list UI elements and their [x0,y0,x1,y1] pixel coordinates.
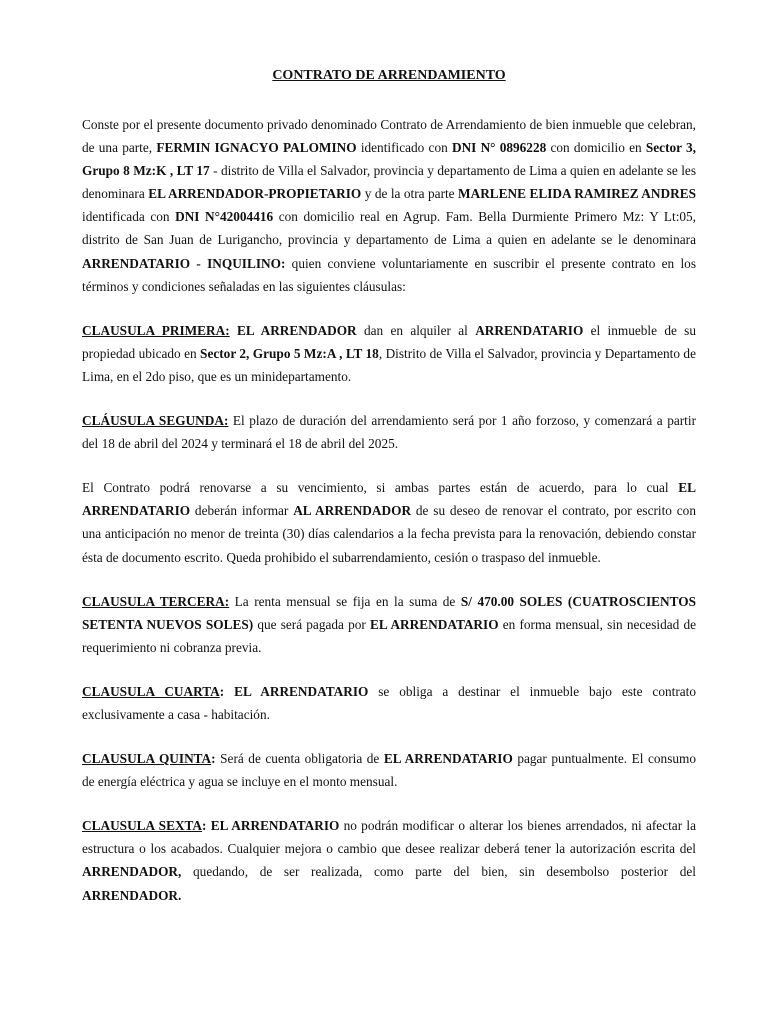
paragraph-clausula-primera [82,319,696,388]
body-text: Será de cuenta obligatoria de [215,751,384,767]
bold-text: S/ 470.00 SOLES (CUATROSCIENTOS SETENTA NUEVOS SOLES) [82,593,696,632]
body-text: y de la otra parte [361,186,459,202]
body-text: quien conviene voluntariamente en suscribir el presente contrato en los términos y condiciones señaladas en las siguientes cláusulas: [82,255,696,294]
clause-heading: CLÁUSULA SEGUNDA: [82,413,229,429]
body-text: , Distrito de Villa el Salvador, provincia y Departamento de Lima, en el 2do piso, que es un minidepartamento. [82,345,696,384]
body-text: El plazo de duración del arrendamiento será por 1 año forzoso, y comenzará a partir del 18 de abril del 2024 y terminará el 18 de abril del 2025. [82,413,696,452]
paragraph-clausula-sexta [82,814,696,906]
paragraph-clausula-segunda [82,409,696,455]
body-text: no podrán modificar o alterar los bienes arrendados, ni afectar la estructura o los acabados. Cualquier mejora o cambio que desee realizar deberá tener la autorización escrita del [82,818,696,857]
bold-text: ARRENDATARIO [475,322,584,338]
body-text [230,323,237,338]
bold-text: ARRENDATARIO - INQUILINO: [82,255,286,271]
bold-text: Sector 2, Grupo 5 Mz:A , LT 18 [200,345,379,361]
body-text: dan en alquiler al [356,322,476,338]
body-text: pagar puntualmente. El consumo de energía eléctrica y agua se incluye en el monto mensual. [82,751,697,790]
paragraph-spacer [82,455,696,476]
paragraph-spacer [82,659,696,680]
paragraph-spacer [82,298,696,319]
bold-text: EL ARRENDATARIO [370,616,499,632]
bold-text: EL ARRENDATARIO [383,751,513,767]
paragraph-spacer [82,388,696,409]
clause-heading: CLAUSULA SEXTA [82,818,203,834]
body-text: con domicilio real en Agrup. Fam. Bella Durmiente Primero Mz: Y Lt:05, distrito de San Juan de Lurigancho, provincia y departamento de Lima a quien en adelante se le denominara [82,209,697,248]
body-text: El Contrato podrá renovarse a su vencimiento, si ambas partes están de acuerdo, para lo cual [82,480,679,496]
bold-text: Sector 3, Grupo 8 Mz:K , LT 17 [82,140,697,179]
paragraph-clausula-tercera [82,590,696,659]
paragraph-renovacion [82,476,696,568]
body-text: deberán informar [190,503,294,519]
bold-text: ARRENDADOR. [82,887,182,903]
body-text: en forma mensual, sin necesidad de requerimiento ni cobranza previa. [82,616,696,655]
body-text: de su deseo de renovar el contrato, por escrito con una anticipación no menor de treinta (30) días calendarios a la fecha prevista para la renovación, debiendo constar ésta de documento escrito. Queda prohibido el subarrendamiento, cesión o traspaso del inmueble. [82,503,696,565]
bold-text: AL ARRENDADOR [293,503,412,519]
paragraph-intro [82,113,696,298]
bold-text: DNI N°42004416 [175,209,274,225]
paragraph-spacer [82,793,696,814]
bold-text: DNI N° 0896228 [451,140,547,156]
bold-text: FERMIN IGNACYO PALOMINO [156,140,357,156]
bold-text: EL ARRENDATARIO [82,480,696,519]
bold-text: ARRENDADOR, [82,864,182,880]
bold-text: MARLENE ELIDA RAMIREZ ANDRES [458,186,696,202]
body-text: identificado con [356,140,452,156]
body-text: con domicilio en [546,140,646,156]
paragraph-clausula-quinta [82,747,696,793]
document-page [82,64,696,907]
clause-heading: CLAUSULA PRIMERA: [82,322,230,338]
clause-heading: CLAUSULA TERCERA: [82,593,230,609]
bold-text: EL ARRENDADOR [237,322,357,338]
document-body [82,113,696,907]
body-text: - distrito de Villa el Salvador, provincia y departamento de Lima a quien en adelante se les denominara [82,163,697,202]
bold-text: : [211,751,216,767]
body-text: el inmueble de su propiedad ubicado en [82,322,697,361]
paragraph-clausula-cuarta [82,680,696,726]
clause-heading: CLAUSULA QUINTA [82,751,212,767]
document-title: CONTRATO DE ARRENDAMIENTO [272,68,506,83]
body-text: que será pagada por [253,616,370,632]
body-text: quedando, de ser realizada, como parte del bien, sin desembolso posterior del [181,864,696,880]
paragraph-spacer [82,726,696,747]
clause-heading: CLAUSULA CUARTA [82,683,220,699]
body-text: La renta mensual se fija en la suma de [229,593,461,609]
body-text: identificada con [82,209,176,225]
body-text: se obliga a destinar el inmueble bajo este contrato exclusivamente a casa - habitación. [82,683,696,722]
bold-text: : EL ARRENDATARIO [219,683,369,699]
bold-text: : EL ARRENDATARIO [202,818,340,834]
paragraph-spacer [82,569,696,590]
body-text: Conste por el presente documento privado denominado Contrato de Arrendamiento de bien inmueble que celebran, de una parte, [82,117,696,156]
bold-text: EL ARRENDADOR-PROPIETARIO [148,186,362,202]
